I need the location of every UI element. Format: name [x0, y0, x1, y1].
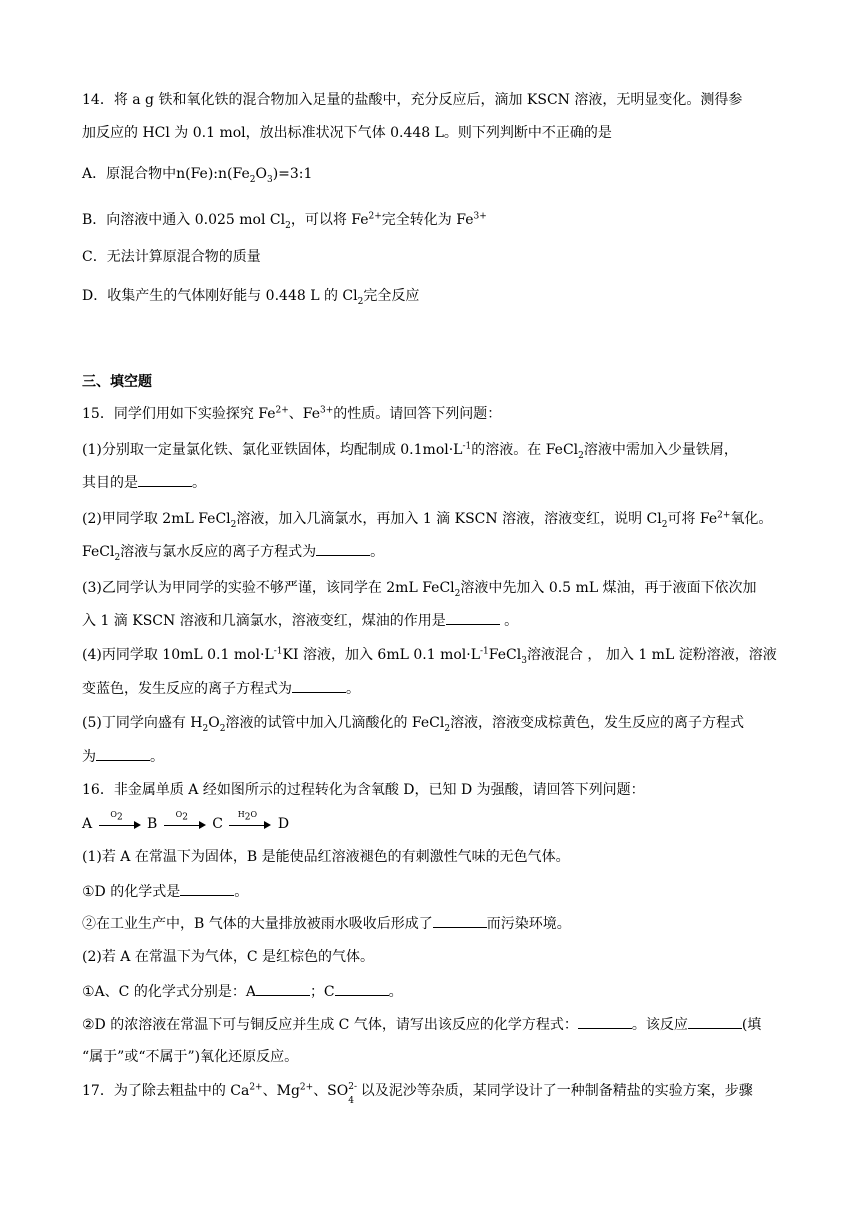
- q14-option-d: D．收集产生的气体刚好能与 0.448 L 的 $Cl_2$完全反应: [82, 288, 420, 307]
- q15-part4-line2: 变蓝色，发生反应的离子方程式为 。: [82, 678, 360, 699]
- reaction-arrow: $O_2$: [99, 818, 141, 830]
- section-title-fill-in: 三、填空题: [82, 374, 152, 390]
- q15-part1-line2: 其目的是 。: [82, 472, 206, 493]
- q15-part2-line1: (2)甲同学取 2mL FeCl$_2$溶液，加入几滴氯水，再加入 1 滴 KSCN 溶液，溶液变红，说明 $Cl_2$可将 $Fe^{2+}$氧化。: [82, 510, 773, 530]
- q17-stem: 17．为了除去粗盐中的 $Ca^{2+}$、$Mg^{2+}$、SO 2- 4 以及泥沙等杂质，某同学设计了一种制备精盐的实验方案，步骤: [82, 1082, 753, 1106]
- answer-blank[interactable]: [688, 1014, 742, 1029]
- q16-part2-ii-line2: “属于”或“不属于”)氧化还原反应。: [82, 1049, 299, 1065]
- answer-blank[interactable]: [446, 610, 500, 625]
- answer-blank[interactable]: [180, 881, 234, 896]
- answer-blank[interactable]: [316, 541, 370, 556]
- q15-part5-line2: 为 。: [82, 746, 164, 767]
- answer-blank[interactable]: [256, 981, 310, 996]
- q15-part3-line1: (3)乙同学认为甲同学的实验不够严谨，该同学在 2mL FeCl$_2$溶液中先加入 0.5 mL 煤油，再于液面下依次加: [82, 580, 757, 599]
- q14-option-a: A．原混合物中$n(Fe):n(Fe_2O_3)=3:1$: [82, 166, 313, 185]
- q16-part1-ii: ②在工业生产中，B 气体的大量排放被雨水吸收后形成了 而污染环境。: [82, 913, 571, 934]
- q15-part1-line1: (1)分别取一定量氯化铁、氯化亚铁固体，均配制成 $0.1mol\cdot L^{-1}$的溶液。在 FeCl$_2$溶液中需加入少量铁屑，: [82, 441, 738, 461]
- q16-part2-i: ①A、C 的化学式分别是：A ；C 。: [82, 981, 403, 1002]
- answer-blank[interactable]: [433, 913, 487, 928]
- q16-part2: (2)若 A 在常温下为气体，C 是红棕色的气体。: [82, 949, 375, 965]
- q16-stem: 16．非金属单质 A 经如图所示的过程转化为含氧酸 D，已知 D 为强酸，请回答下列问题：: [82, 782, 645, 798]
- answer-blank[interactable]: [335, 981, 389, 996]
- q14-option-c: C．无法计算原混合物的质量: [82, 249, 261, 265]
- q16-reaction-chain: A $O_2$ B $O_2$ C $H_2O$ D: [82, 810, 290, 832]
- answer-blank[interactable]: [138, 472, 192, 487]
- q16-part2-ii: ②D 的浓溶液在常温下可与铜反应并生成 C 气体，请写出该反应的化学方程式： 。该反应 (填: [82, 1014, 761, 1035]
- q14-stem-line2: 加反应的 HCl 为 0.1 mol，放出标准状况下气体 0.448 L。则下列判断中不正确的是: [82, 125, 612, 141]
- q16-part1: (1)若 A 在常温下为固体，B 是能使品红溶液褪色的有刺激性气味的无色气体。: [82, 849, 570, 865]
- q14-stem-line1: 14．将 a g 铁和氧化铁的混合物加入足量的盐酸中，充分反应后，滴加 KSCN 溶液，无明显变化。测得参: [82, 92, 743, 108]
- answer-blank[interactable]: [578, 1014, 632, 1029]
- answer-blank[interactable]: [96, 746, 150, 761]
- q15-stem: 15．同学们用如下实验探究 $Fe^{2+}$、$Fe^{3+}$的性质。请回答下列问题：: [82, 405, 502, 422]
- answer-blank[interactable]: [292, 678, 346, 693]
- q14-option-b: B．向溶液中通入 0.025 mol $Cl_2$，可以将 $Fe^{2+}$完全转化为 $Fe^{3+}$: [82, 211, 487, 231]
- q15-part3-line2: 入 1 滴 KSCN 溶液和几滴氯水，溶液变红，煤油的作用是 。: [82, 610, 518, 631]
- q15-part2-line2: FeCl$_2$溶液与氯水反应的离子方程式为 。: [82, 541, 384, 562]
- q16-part1-i: ①D 的化学式是 。: [82, 881, 248, 902]
- q15-part4-line1: (4)丙同学取 10mL 0.1 $mol\cdot L^{-1}KI$ 溶液，加入 6mL 0.1 $mol\cdot L^{-1}FeCl_3$溶液混合 ， 加入 1 mL 淀粉溶液，溶液: [82, 646, 777, 666]
- reaction-arrow: $O_2$: [164, 818, 206, 830]
- reaction-arrow: $H_2O$: [229, 818, 271, 830]
- q15-part5-line1: (5)丁同学向盛有 $H_2O_2$溶液的试管中加入几滴酸化的 FeCl$_2$溶液，溶液变成棕黄色，发生反应的离子方程式: [82, 715, 745, 734]
